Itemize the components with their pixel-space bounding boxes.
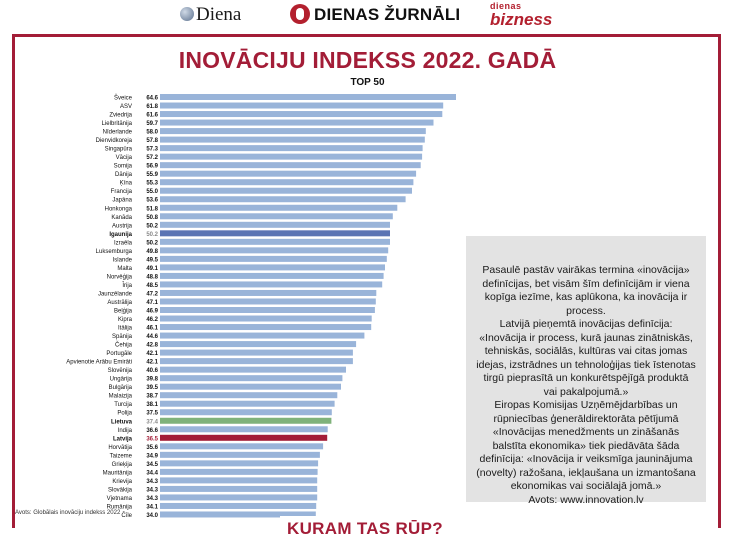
chart-title: INOVĀCIJU INDEKSS 2022. GADĀ [178,47,557,73]
bar [160,341,356,347]
category-label: Ungārija [109,376,132,383]
value-label: 48.8 [146,274,158,281]
value-label: 57.2 [146,155,158,162]
category-label: Polija [117,410,132,417]
category-label: Nīderlande [102,129,132,136]
bar [160,247,388,253]
definition-infobox [466,236,706,506]
bar [160,290,376,296]
category-label: Īrija [122,282,132,289]
category-label: Vācija [115,155,132,162]
category-label: Jaunzēlande [97,291,132,298]
category-label: Honkonga [104,206,132,213]
category-label: ASV [119,104,132,111]
value-label: 42.1 [146,359,158,366]
value-label: 34.5 [146,461,158,468]
bar [160,477,317,483]
value-label: 34.9 [146,453,158,460]
infobox-paragraph: «Inovācija ir process, kurā jaunas zinātniskās, tehniskās, sociālās, kultūras vai citas jomas idejas, izstrādnes un tehnoloģijas tiek īstenotas tirgū pieprasītā un konkurētspējīgā produktā vai pakalpojumā.» [476,331,696,398]
category-label: Čīle [121,512,132,519]
value-label: 34.3 [146,478,158,485]
value-label: 49.1 [146,265,158,272]
value-label: 55.3 [146,180,158,187]
value-label: 49.8 [146,248,158,255]
category-label: Slovēnija [107,368,132,375]
value-label: 34.3 [146,487,158,494]
bar [160,486,317,492]
bar [160,196,406,202]
bar [160,324,371,330]
bar [160,392,337,398]
category-label: Indija [117,427,132,434]
category-label: Horvātija [108,444,132,451]
bar [160,94,456,100]
infobox-paragraph: Avots: www.innovation.lv [528,493,644,506]
category-label: Itālija [117,325,132,332]
value-label: 58.0 [146,129,158,136]
category-label: Malta [117,265,132,272]
bar [160,222,390,228]
value-label: 55.9 [146,172,158,179]
value-label: 47.2 [146,291,158,298]
value-label: 38.1 [146,402,158,409]
bar [160,264,385,270]
chart-subtitle: TOP 50 [350,77,385,88]
category-label: Austrālija [107,299,132,306]
dienas-zurnali-logo-text: DIENAS ŽURNĀLI [314,5,461,24]
value-label: 46.2 [146,317,158,324]
category-label: Bulgārija [108,385,132,392]
bar [160,443,323,449]
bar [160,145,423,151]
bar [160,384,341,390]
value-label: 57.3 [146,146,158,153]
value-label: 34.0 [146,512,158,519]
value-label: 34.1 [146,504,158,511]
value-label: 46.9 [146,308,158,315]
bar [160,103,443,109]
bar [160,256,387,262]
category-label: Lietuva [110,419,132,426]
value-label: 50.2 [146,240,158,247]
category-label: Čehija [114,342,132,349]
value-label: 38.7 [146,393,158,400]
bar [160,179,413,185]
category-label: Portugāle [106,351,132,358]
category-label: Apvienotie Arābu Emirāti [66,359,132,366]
category-label: Somija [113,163,132,170]
category-label: Beļģija [113,308,132,315]
value-label: 35.6 [146,444,158,451]
category-label: Igaunija [109,231,132,238]
bar [160,154,422,160]
value-label: 56.9 [146,163,158,170]
source-note: Avots: Globālais inovāciju indekss 2022 [15,510,121,516]
bar [160,316,372,322]
bar [160,307,375,313]
value-label: 49.5 [146,257,158,264]
dienas-bizness-logo-small: dienas [490,1,522,11]
value-label: 39.8 [146,376,158,383]
bar [160,452,320,458]
value-label: 37.4 [146,419,158,426]
value-label: 34.3 [146,495,158,502]
value-label: 64.6 [146,95,158,102]
value-label: 47.1 [146,299,158,306]
value-label: 36.6 [146,427,158,434]
bar [160,426,328,432]
value-label: 55.0 [146,189,158,196]
category-label: Francija [110,189,132,196]
dienas-bizness-logo-big: bizness [490,10,553,29]
bar [160,503,316,509]
bar [160,273,384,279]
category-label: Spānija [111,334,132,341]
category-label: Islande [112,257,132,264]
category-label: Kipra [117,317,132,324]
bar [160,435,327,441]
bar [160,375,342,381]
infobox-paragraph: Pasaulē pastāv vairākas termina «inovācija» definīcijas, bet visām šīm definīcijām ir viena kopīga iezīme, kas aplūkona, ka inovācija ir process. [482,264,690,317]
bar [160,367,346,373]
category-label: Šveice [113,95,132,102]
category-label: Grieķija [111,461,132,468]
value-label: 50.8 [146,214,158,221]
value-label: 46.1 [146,325,158,332]
value-label: 57.8 [146,138,158,145]
bar [160,460,318,466]
category-label: Krievija [112,478,132,485]
value-label: 61.6 [146,112,158,119]
bar [160,188,412,194]
bar [160,281,382,287]
category-label: Dienvidkoreja [95,138,132,145]
bar [160,401,335,407]
category-label: Latvija [112,436,132,443]
value-label: 37.5 [146,410,158,417]
bar [160,128,426,134]
footer-question: KURAM TAS RŪP? [280,516,450,542]
value-label: 50.2 [146,231,158,238]
bar [160,469,318,475]
category-label: Norvēģija [106,274,132,281]
value-label: 51.8 [146,206,158,213]
bar [160,162,421,168]
value-label: 42.1 [146,351,158,358]
category-label: Dānija [114,172,132,179]
value-label: 48.5 [146,282,158,289]
category-label: Lielbritānija [101,121,132,128]
category-label: Vjetnama [106,495,132,502]
bar [160,171,416,177]
category-label: Luksemburga [95,248,132,255]
category-label: Ķīna [119,180,132,187]
bar [160,418,331,424]
category-label: Rumānija [106,504,132,511]
bar [160,137,425,143]
bar [160,333,364,339]
category-label: Japāna [112,197,132,204]
category-label: Taizeme [109,453,132,460]
bar [160,205,397,211]
infobox-paragraph: Latvijā pieņemtā inovācijas definīcija: [499,318,673,330]
bar [160,298,376,304]
value-label: 40.6 [146,368,158,375]
value-label: 50.2 [146,223,158,230]
value-label: 61.8 [146,104,158,111]
bar [160,239,390,245]
bar [160,494,317,500]
bar [160,213,393,219]
value-label: 59.7 [146,121,158,128]
category-label: Malaizija [108,393,132,400]
bar [160,111,442,117]
category-label: Singapūra [104,146,132,153]
category-label: Slovākija [107,487,132,494]
category-label: Mauritānija [102,470,132,477]
value-label: 44.6 [146,334,158,341]
infobox-paragraph: Eiropas Komisijas Uzņēmējdarbības un rūpniecības ģenerāldirektorāta pētījumā «Inovācijas menedžments un zināšanās balstīta ekonomika» tiek piedāvāta šāda definīcija: «Inovācija ir veiksmīga jauninājuma (novelty) ražošana, iekļaušana un izmantošana ekonomikas vai sociālajā jomā.» [476,399,696,492]
bar [160,358,353,364]
value-label: 53.6 [146,197,158,204]
category-label: Zviedrija [109,112,132,119]
value-label: 36.5 [146,436,158,443]
category-label: Turcija [114,402,132,409]
value-label: 39.5 [146,385,158,392]
value-label: 34.4 [146,470,158,477]
bar [160,350,353,356]
category-label: Izraēla [113,240,132,247]
category-label: Kanāda [111,214,132,221]
diena-logo-text: Diena [196,4,242,25]
bar [160,120,434,126]
value-label: 42.8 [146,342,158,349]
category-label: Austrija [111,223,132,230]
bar [160,230,390,236]
bar [160,409,332,415]
